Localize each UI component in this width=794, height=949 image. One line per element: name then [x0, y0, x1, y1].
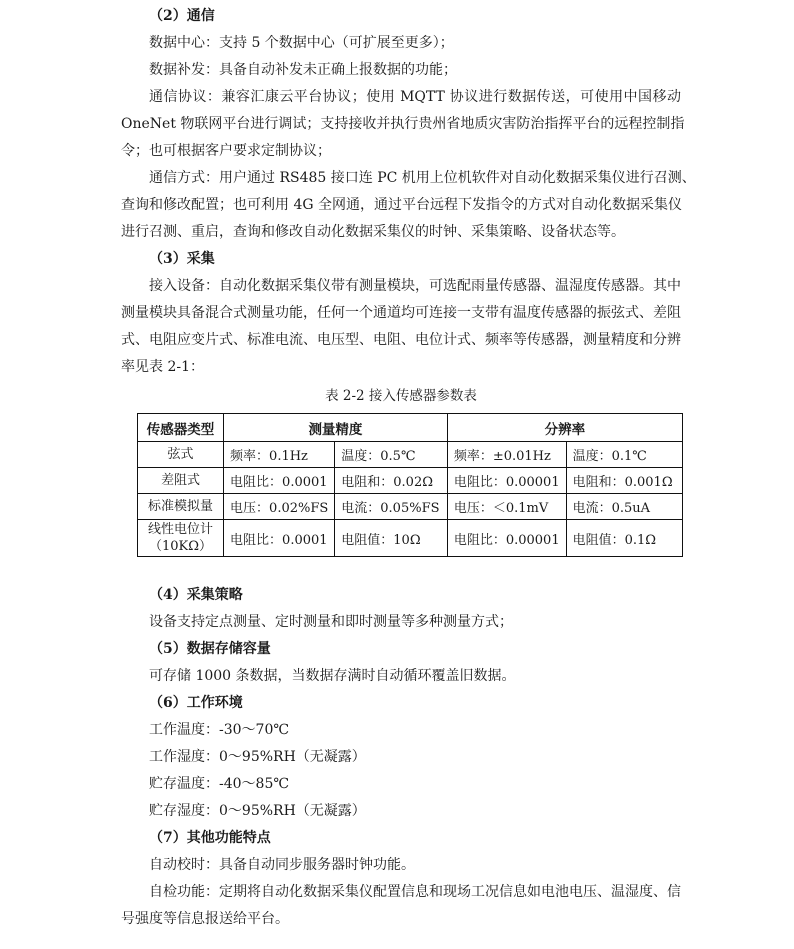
sensor-name: 差阻式: [138, 468, 224, 494]
paragraph-data-resend: 数据补发：具备自动补发未正确上报数据的功能；: [149, 62, 457, 78]
table-row: [138, 520, 683, 557]
table-row: [138, 494, 683, 520]
section-heading-communication: （2）通信: [149, 8, 215, 24]
table-cell: 电流：0.05%FS: [335, 494, 448, 520]
paragraph-comm-method-line-2: 查询和修改配置；也可利用 4G 全网通，通过平台远程下发指令的方式对自动化数据采集仪: [121, 197, 682, 213]
paragraph-data-center: 数据中心：支持 5 个数据中心（可扩展至更多）；: [149, 35, 454, 51]
header-resolution: 分辨率: [447, 414, 682, 442]
paragraph-storage: 可存储 1000 条数据，当数据存满时自动循环覆盖旧数据。: [149, 668, 516, 684]
sensor-parameter-table: [137, 413, 683, 557]
paragraph-protocol-line-2: OneNet 物联网平台进行调试；支持接收并执行贵州省地质灾害防治指挥平台的远程控制指: [121, 116, 685, 132]
table-cell: 频率：±0.01Hz: [447, 442, 566, 468]
table-row: [138, 468, 683, 494]
paragraph-comm-method-line-3: 进行召测、重启，查询和修改自动化数据采集仪的时钟、采集策略、设备状态等。: [121, 224, 625, 240]
table-cell: 温度：0.1℃: [566, 442, 682, 468]
table-cell: 电流：0.5uA: [566, 494, 682, 520]
paragraph-self-check-line-2: 号强度等信息报送给平台。: [121, 911, 289, 927]
table-cell: 电阻比：0.0001: [224, 468, 335, 494]
section-heading-other-features: （7）其他功能特点: [149, 830, 271, 846]
paragraph-access-line-3: 式、电阻应变片式、标准电流、电压型、电阻、电位计式、频率等传感器，测量精度和分辨: [121, 332, 681, 348]
env-storage-temperature: 贮存温度：-40～85℃: [149, 776, 290, 792]
section-heading-storage: （5）数据存储容量: [149, 641, 271, 657]
table-cell: 电压：0.02%FS: [224, 494, 335, 520]
table-cell: 电阻值：10Ω: [335, 520, 448, 557]
section-heading-acquisition: （3）采集: [149, 251, 215, 267]
sensor-name: [138, 520, 224, 557]
sensor-name-line-1: 线性电位计: [148, 522, 214, 537]
table-cell: 电阻比：0.0001: [224, 520, 335, 557]
env-work-humidity: 工作湿度：0～95%RH（无凝露）: [149, 749, 366, 765]
table-caption: 表 2-2 接入传感器参数表: [325, 388, 477, 404]
paragraph-self-check-line-1: 自检功能：定期将自动化数据采集仪配置信息和现场工况信息如电池电压、温湿度、信: [149, 884, 681, 900]
paragraph-access-line-4: 率见表 2-1：: [121, 359, 204, 375]
paragraph-comm-method-line-1: 通信方式：用户通过 RS485 接口连 PC 机用上位机软件对自动化数据采集仪进行召测、: [149, 170, 696, 186]
sensor-name: 弦式: [138, 442, 224, 468]
table-cell: 电阻比：0.00001: [447, 468, 566, 494]
paragraph-strategy: 设备支持定点测量、定时测量和即时测量等多种测量方式；: [149, 614, 513, 630]
sensor-name-line-2: （10KΩ）: [149, 539, 213, 554]
table-cell: 电阻和：0.001Ω: [566, 468, 682, 494]
table-cell: 频率：0.1Hz: [224, 442, 335, 468]
table-cell: 温度：0.5℃: [335, 442, 448, 468]
sensor-name: 标准模拟量: [138, 494, 224, 520]
section-heading-environment: （6）工作环境: [149, 695, 243, 711]
paragraph-protocol-line-3: 令；也可根据客户要求定制协议；: [121, 143, 331, 159]
table-cell: 电阻值：0.1Ω: [566, 520, 682, 557]
header-sensor-type: 传感器类型: [138, 414, 224, 442]
env-work-temperature: 工作温度：-30～70℃: [149, 722, 290, 738]
section-heading-strategy: （4）采集策略: [149, 587, 243, 603]
paragraph-protocol-line-1: 通信协议：兼容汇康云平台协议；使用 MQTT 协议进行数据传送，可使用中国移动: [149, 89, 681, 105]
table-cell: 电阻比：0.00001: [447, 520, 566, 557]
env-storage-humidity: 贮存湿度：0～95%RH（无凝露）: [149, 803, 366, 819]
header-accuracy: 测量精度: [224, 414, 448, 442]
table-cell: 电压：＜0.1mV: [447, 494, 566, 520]
table-header-row: [138, 414, 683, 442]
table-cell: 电阻和：0.02Ω: [335, 468, 448, 494]
paragraph-access-line-2: 测量模块具备混合式测量功能，任何一个通道均可连接一支带有温度传感器的振弦式、差阻: [121, 305, 681, 321]
paragraph-auto-time-sync: 自动校时：具备自动同步服务器时钟功能。: [149, 857, 415, 873]
paragraph-access-line-1: 接入设备：自动化数据采集仪带有测量模块，可选配雨量传感器、温湿度传感器。其中: [149, 278, 681, 294]
table-row: [138, 442, 683, 468]
